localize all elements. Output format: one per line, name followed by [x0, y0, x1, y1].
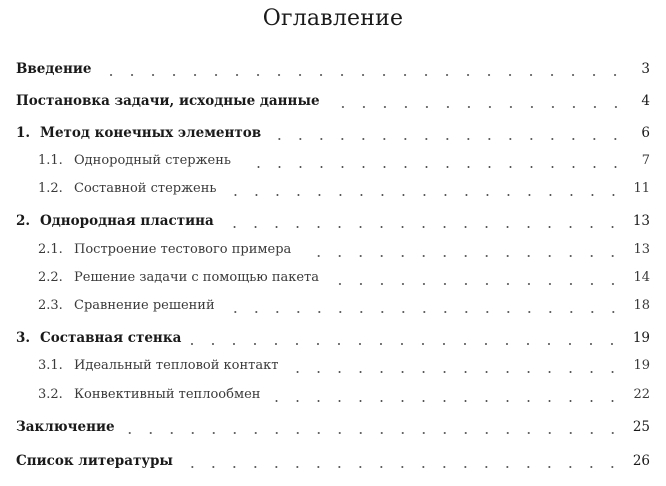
toc-leader-dots	[286, 355, 623, 377]
toc-entry-chapter-3[interactable]	[16, 327, 650, 349]
toc-entry-label: Составной стержень	[74, 181, 217, 196]
toc-leader-dots	[328, 90, 626, 112]
toc-leader-dots	[327, 267, 623, 289]
toc-leader-dots	[189, 327, 622, 349]
toc-entry-section-1-2[interactable]	[38, 178, 650, 200]
toc-entry-number: 1.1.	[38, 153, 63, 168]
toc-entry-page: 25	[632, 419, 650, 435]
toc-entry-label: Список литературы	[16, 453, 173, 469]
toc-leader-dots	[223, 295, 624, 317]
toc-entry-section-2-2[interactable]	[38, 267, 650, 289]
toc-entry-number: 2.3.	[38, 298, 63, 313]
toc-entry-label: Сравнение решений	[74, 298, 215, 313]
toc-entry-label: Решение задачи с помощью пакета	[74, 270, 319, 285]
toc-entry-page: 14	[633, 270, 650, 285]
toc-entry-page: 7	[641, 153, 650, 168]
toc-entry-label: Конвективный теплообмен	[74, 387, 261, 402]
toc-leader-dots	[123, 416, 623, 438]
toc-entry-number: 3.	[16, 330, 31, 346]
toc-entry-label: Однородный стержень	[74, 153, 231, 168]
toc-entry-label: Метод конечных элементов	[40, 125, 262, 141]
toc-entry-section-2-1[interactable]	[38, 239, 650, 261]
toc-title: Оглавление	[262, 6, 404, 31]
toc-entry-number: 2.2.	[38, 270, 63, 285]
toc-leader-dots	[222, 210, 623, 232]
toc-entry-conclusion[interactable]	[16, 416, 650, 438]
toc-entry-number: 3.1.	[38, 358, 63, 373]
toc-entry-page: 13	[633, 242, 650, 257]
toc-entry-label: Составная стенка	[40, 330, 182, 346]
toc-leader-dots	[299, 239, 623, 261]
toc-entry-label: Однородная пластина	[40, 213, 214, 229]
toc-leader-dots	[225, 178, 624, 200]
toc-entry-page: 13	[632, 213, 650, 229]
toc-entry-page: 6	[641, 125, 650, 141]
toc-entry-number: 2.	[16, 213, 31, 229]
toc-entry-page: 3	[641, 61, 650, 77]
toc-entry-problem-statement[interactable]	[16, 90, 650, 112]
toc-entry-section-2-3[interactable]	[38, 295, 650, 317]
toc-entry-label: Заключение	[16, 419, 115, 435]
toc-entry-label: Постановка задачи, исходные данные	[16, 93, 320, 109]
toc-entry-page: 4	[641, 93, 650, 109]
toc-entry-page: 11	[633, 181, 650, 196]
toc-entry-page: 26	[632, 453, 650, 469]
toc-entry-introduction[interactable]	[16, 58, 650, 80]
toc-entry-number: 3.2.	[38, 387, 63, 402]
toc-leader-dots	[181, 450, 623, 472]
toc-leader-dots	[99, 58, 626, 80]
toc-entry-chapter-1[interactable]	[16, 122, 650, 144]
toc-entry-section-3-1[interactable]	[38, 355, 650, 377]
toc-entry-page: 22	[633, 387, 650, 402]
toc-entry-label: Введение	[16, 61, 92, 77]
toc-entry-chapter-2[interactable]	[16, 210, 650, 232]
toc-entry-number: 2.1.	[38, 242, 63, 257]
toc-entry-label: Идеальный тепловой контакт	[74, 358, 279, 373]
toc-entry-page: 19	[633, 358, 650, 373]
toc-entry-references[interactable]	[16, 450, 650, 472]
toc-leader-dots	[268, 384, 623, 406]
toc-entry-label: Построение тестового примера	[74, 242, 292, 257]
toc-leader-dots	[239, 150, 626, 172]
toc-leader-dots	[269, 122, 626, 144]
toc-entry-number: 1.	[16, 125, 31, 141]
toc-entry-page: 18	[633, 298, 650, 313]
toc-entry-section-1-1[interactable]	[38, 150, 650, 172]
toc-entry-number: 1.2.	[38, 181, 63, 196]
toc-entry-section-3-2[interactable]	[38, 384, 650, 406]
toc-entry-page: 19	[632, 330, 650, 346]
